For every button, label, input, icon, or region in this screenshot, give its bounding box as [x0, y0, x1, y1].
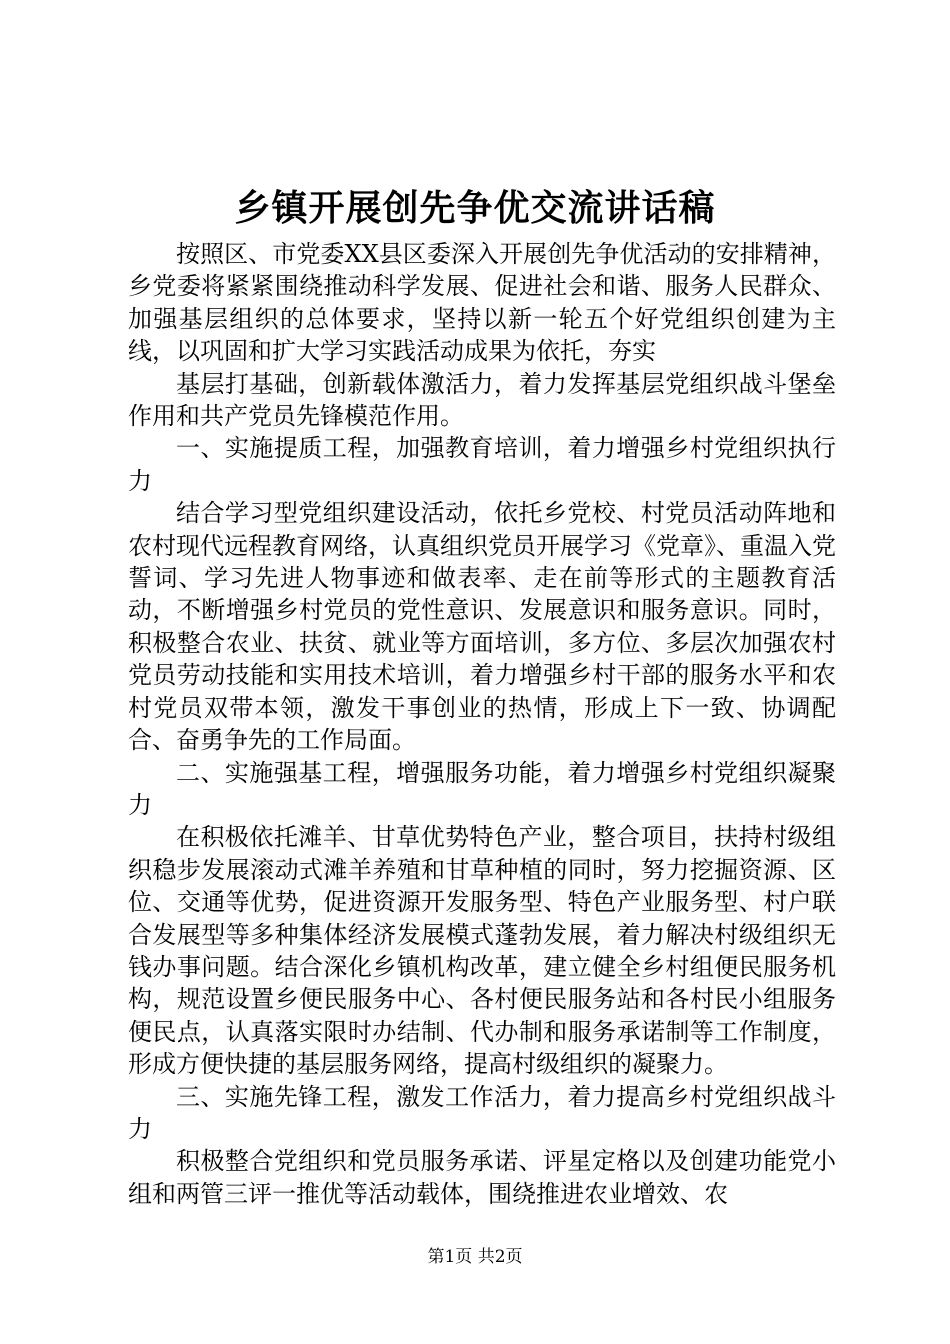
section-heading-3: 三、实施先锋工程，激发工作活力，着力提高乡村党组织战斗力 [128, 1082, 836, 1143]
paragraph-intro: 按照区、市党委XX县区委深入开展创先争优活动的安排精神，乡党委将紧紧围绕推动科学发展、促进社会和谐、服务人民群众、加强基层组织的总体要求，坚持以新一轮五个好党组织创建为主线，以巩固和扩大学习实践活动成果为依托，夯实 [128, 240, 836, 366]
page-number-footer: 第1页 共2页 [427, 1247, 523, 1267]
document-title: 乡镇开展创先争优交流讲话稿 [234, 187, 716, 229]
paragraph-section-2: 在积极依托滩羊、甘草优势特色产业，整合项目，扶持村级组织稳步发展滚动式滩羊养殖和甘草种植的同时，努力挖掘资源、区位、交通等优势，促进资源开发服务型、特色产业服务型、村户联合发展型等多种集体经济发展模式蓬勃发展，着力解决村级组织无钱办事问题。结合深化乡镇机构改革，建立健全乡村组便民服务机构，规范设置乡便民服务中心、各村便民服务站和各村民小组服务便民点，认真落实限时办结制、代办制和服务承诺制等工作制度，形成方便快捷的基层服务网络，提高村级组织的凝聚力。 [128, 823, 836, 1079]
paragraph-section-1: 结合学习型党组织建设活动，依托乡党校、村党员活动阵地和农村现代远程教育网络，认真组织党员开展学习《党章》、重温入党誓词、学习先进人物事迹和做表率、走在前等形式的主题教育活动，不断增强乡村党员的党性意识、发展意识和服务意识。同时，积极整合农业、扶贫、就业等方面培训，多方位、多层次加强农村党员劳动技能和实用技术培训，着力增强乡村干部的服务水平和农村党员双带本领，激发干事创业的热情，形成上下一致、协调配合、奋勇争先的工作局面。 [128, 499, 836, 755]
paragraph-intro-continued: 基层打基础，创新载体激活力，着力发挥基层党组织战斗堡垒作用和共产党员先锋模范作用。 [128, 369, 836, 431]
section-heading-1: 一、实施提质工程，加强教育培训，着力增强乡村党组织执行力 [128, 434, 836, 495]
section-heading-2: 二、实施强基工程，增强服务功能，着力增强乡村党组织凝聚力 [128, 758, 836, 819]
paragraph-section-3: 积极整合党组织和党员服务承诺、评星定格以及创建功能党小组和两管三评一推优等活动载体，围绕推进农业增效、农 [128, 1147, 836, 1208]
document-body [128, 238, 836, 1210]
